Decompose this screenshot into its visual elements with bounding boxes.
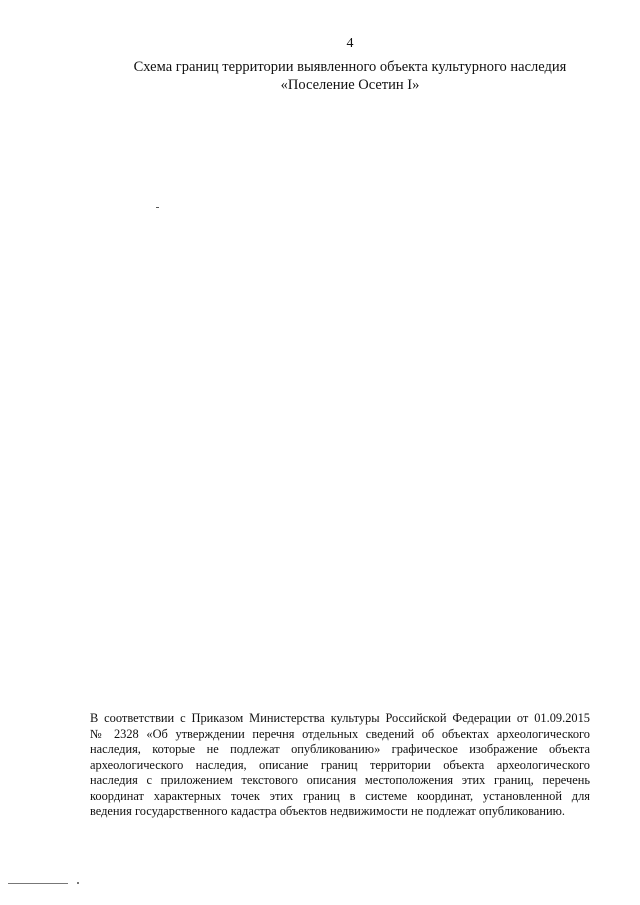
notice-line: наследия с приложением текстового описания местоположения этих границ, перечень (90, 773, 590, 787)
scan-speck (156, 207, 159, 208)
footer-rule (8, 883, 68, 884)
footer-tick (77, 882, 79, 884)
page-number: 4 (346, 36, 354, 51)
notice-line: № 2328 «Об утверждении перечня отдельных сведений об объектах археологического (90, 726, 590, 741)
notice-line: наследия, которые не подлежат опубликованию» графическое изображение объекта (90, 742, 590, 756)
page-title-line-1: Схема границ территории выявленного объекта культурного наследия (133, 59, 567, 75)
publication-notice (90, 711, 590, 820)
page-title-line-2: «Поселение Осетин I» (280, 77, 420, 93)
notice-line: археологического наследия, описание границ территории объекта археологического (90, 757, 590, 772)
page-title (90, 58, 610, 94)
notice-line: ведения государственного кадастра объектов недвижимости не подлежат опубликованию. (90, 804, 565, 818)
notice-line: В соответствии с Приказом Министерства культуры Российской Федерации от 01.09.2015 (90, 711, 590, 725)
notice-line: координат характерных точек этих границ в системе координат, установленной для (90, 788, 590, 803)
